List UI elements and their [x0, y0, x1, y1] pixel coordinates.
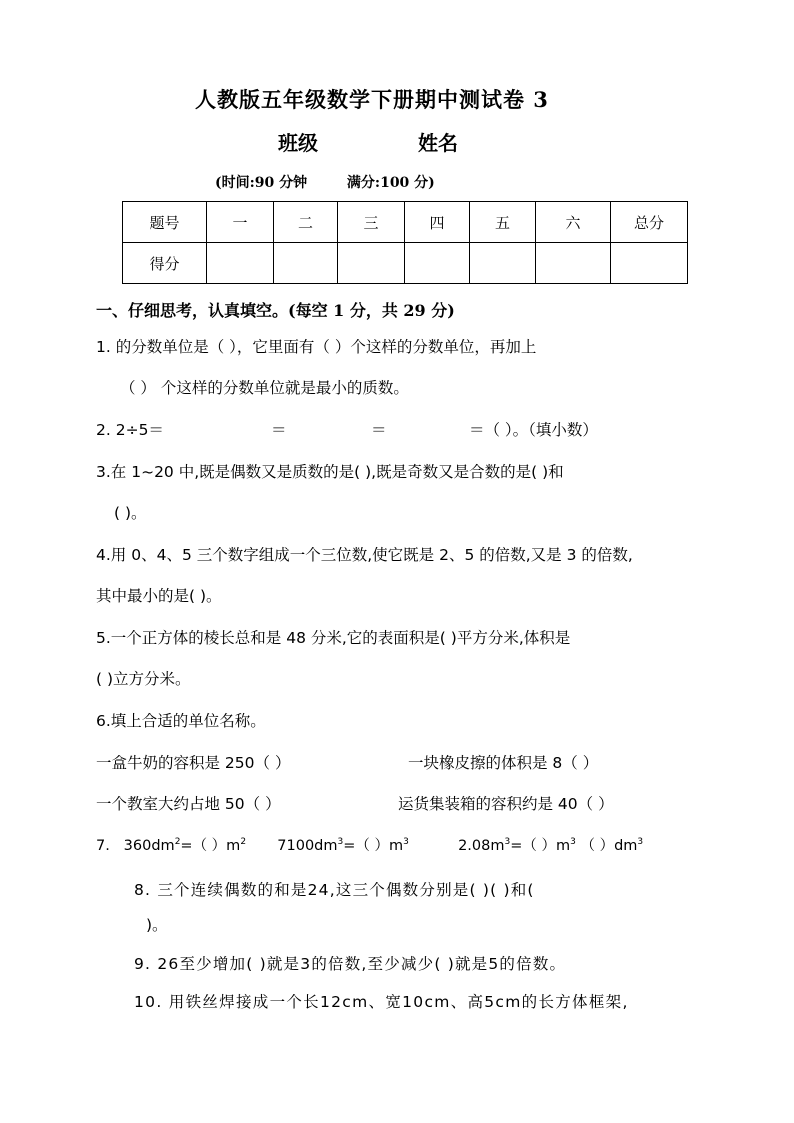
time-limit: (时间:90 分钟: [215, 175, 308, 191]
question-6: 6.填上合适的单位名称。: [96, 712, 266, 730]
question-8-line-1: 8. 三个连续偶数的和是24,这三个偶数分别是( )( )和(: [134, 881, 535, 899]
question-7-part-c: 2.08m: [458, 838, 505, 854]
question-7-number: 7.: [96, 838, 110, 854]
exponent: 3: [504, 837, 511, 848]
question-6-item: 运货集装箱的容积约是 40（ ）: [398, 795, 614, 813]
name-label: 姓名: [418, 131, 458, 155]
question-8-line-2: )。: [146, 916, 168, 934]
question-2-lead: 2. 2÷5＝: [96, 421, 164, 439]
question-6-item: 一个教室大约占地 50（ ）: [96, 795, 281, 813]
exponent: 3: [337, 837, 344, 848]
question-2-tail: ＝（ ）。（填小数）: [469, 421, 598, 439]
question-3-line-1: 3.在 1~20 中,既是偶数又是质数的是( ),既是奇数又是合数的是( )和: [96, 463, 564, 481]
question-7-part-c-rest: =（ ）m: [510, 838, 571, 854]
question-1-line-2: （ ） 个这样的分数单位就是最小的质数。: [120, 379, 409, 397]
score-table-cell: 总分: [611, 202, 688, 243]
question-4-line-2: 其中最小的是( )。: [96, 587, 222, 605]
score-table-cell: 六: [536, 202, 611, 243]
score-table-blank: [405, 243, 470, 284]
question-6-item: 一块橡皮擦的体积是 8（ ）: [408, 754, 599, 772]
question-6-item: 一盒牛奶的容积是 250（ ）: [96, 754, 291, 772]
score-table-cell: 一: [207, 202, 274, 243]
score-table-score-row: [123, 243, 688, 284]
score-table-blank: [470, 243, 536, 284]
score-table-header-row: [123, 202, 688, 243]
question-7-part-a: 360dm: [123, 838, 175, 854]
score-table: [122, 201, 688, 284]
score-table-cell: 五: [470, 202, 536, 243]
question-10: 10. 用铁丝焊接成一个长12cm、宽10cm、高5cm的长方体框架,: [134, 993, 629, 1011]
score-table-blank: [338, 243, 405, 284]
question-9: 9. 26至少增加( )就是3的倍数,至少减少( )就是5的倍数。: [134, 955, 567, 973]
question-7-part-b-rest: =（ ）m: [343, 838, 404, 854]
exam-meta: [215, 172, 435, 192]
question-7-part-c-rest-2: （ ）dm: [580, 838, 638, 854]
exponent: 2: [240, 837, 247, 848]
question-7-part-a-rest: =（ ）m: [180, 838, 241, 854]
full-score: 满分:100 分): [346, 175, 435, 191]
exponent: 3: [570, 837, 576, 848]
question-1-line-1: 1. 的分数单位是（ ），它里面有（ ）个这样的分数单位，再加上: [96, 338, 537, 356]
score-table-cell: 三: [338, 202, 405, 243]
section-heading: 一、仔细思考，认真填空。(每空 1 分，共 29 分): [96, 301, 455, 320]
class-label: 班级: [278, 131, 318, 155]
score-table-cell: 题号: [123, 202, 207, 243]
exponent: 3: [637, 837, 644, 848]
score-table-cell: 四: [405, 202, 470, 243]
question-7-part-b: 7100dm: [277, 838, 338, 854]
score-table-cell: 得分: [123, 243, 207, 284]
score-table-blank: [611, 243, 688, 284]
question-5-line-2: ( )立方分米。: [96, 670, 191, 688]
exponent: 3: [403, 837, 409, 848]
question-7: [96, 834, 643, 855]
question-5-line-1: 5.一个正方体的棱长总和是 48 分米,它的表面积是( )平方分米,体积是: [96, 629, 571, 647]
score-table-blank: [536, 243, 611, 284]
question-4-line-1: 4.用 0、4、5 三个数字组成一个三位数,使它既是 2、5 的倍数,又是 3 的倍数,: [96, 546, 633, 564]
score-table-blank: [274, 243, 338, 284]
question-2-eq: ＝: [271, 421, 287, 439]
page-title: 人教版五年级数学下册期中测试卷 3: [195, 87, 549, 112]
score-table-cell: 二: [274, 202, 338, 243]
question-3-line-2: ( )。: [114, 504, 147, 522]
question-2-eq: ＝: [371, 421, 387, 439]
exponent: 2: [174, 837, 181, 848]
score-table-blank: [207, 243, 274, 284]
